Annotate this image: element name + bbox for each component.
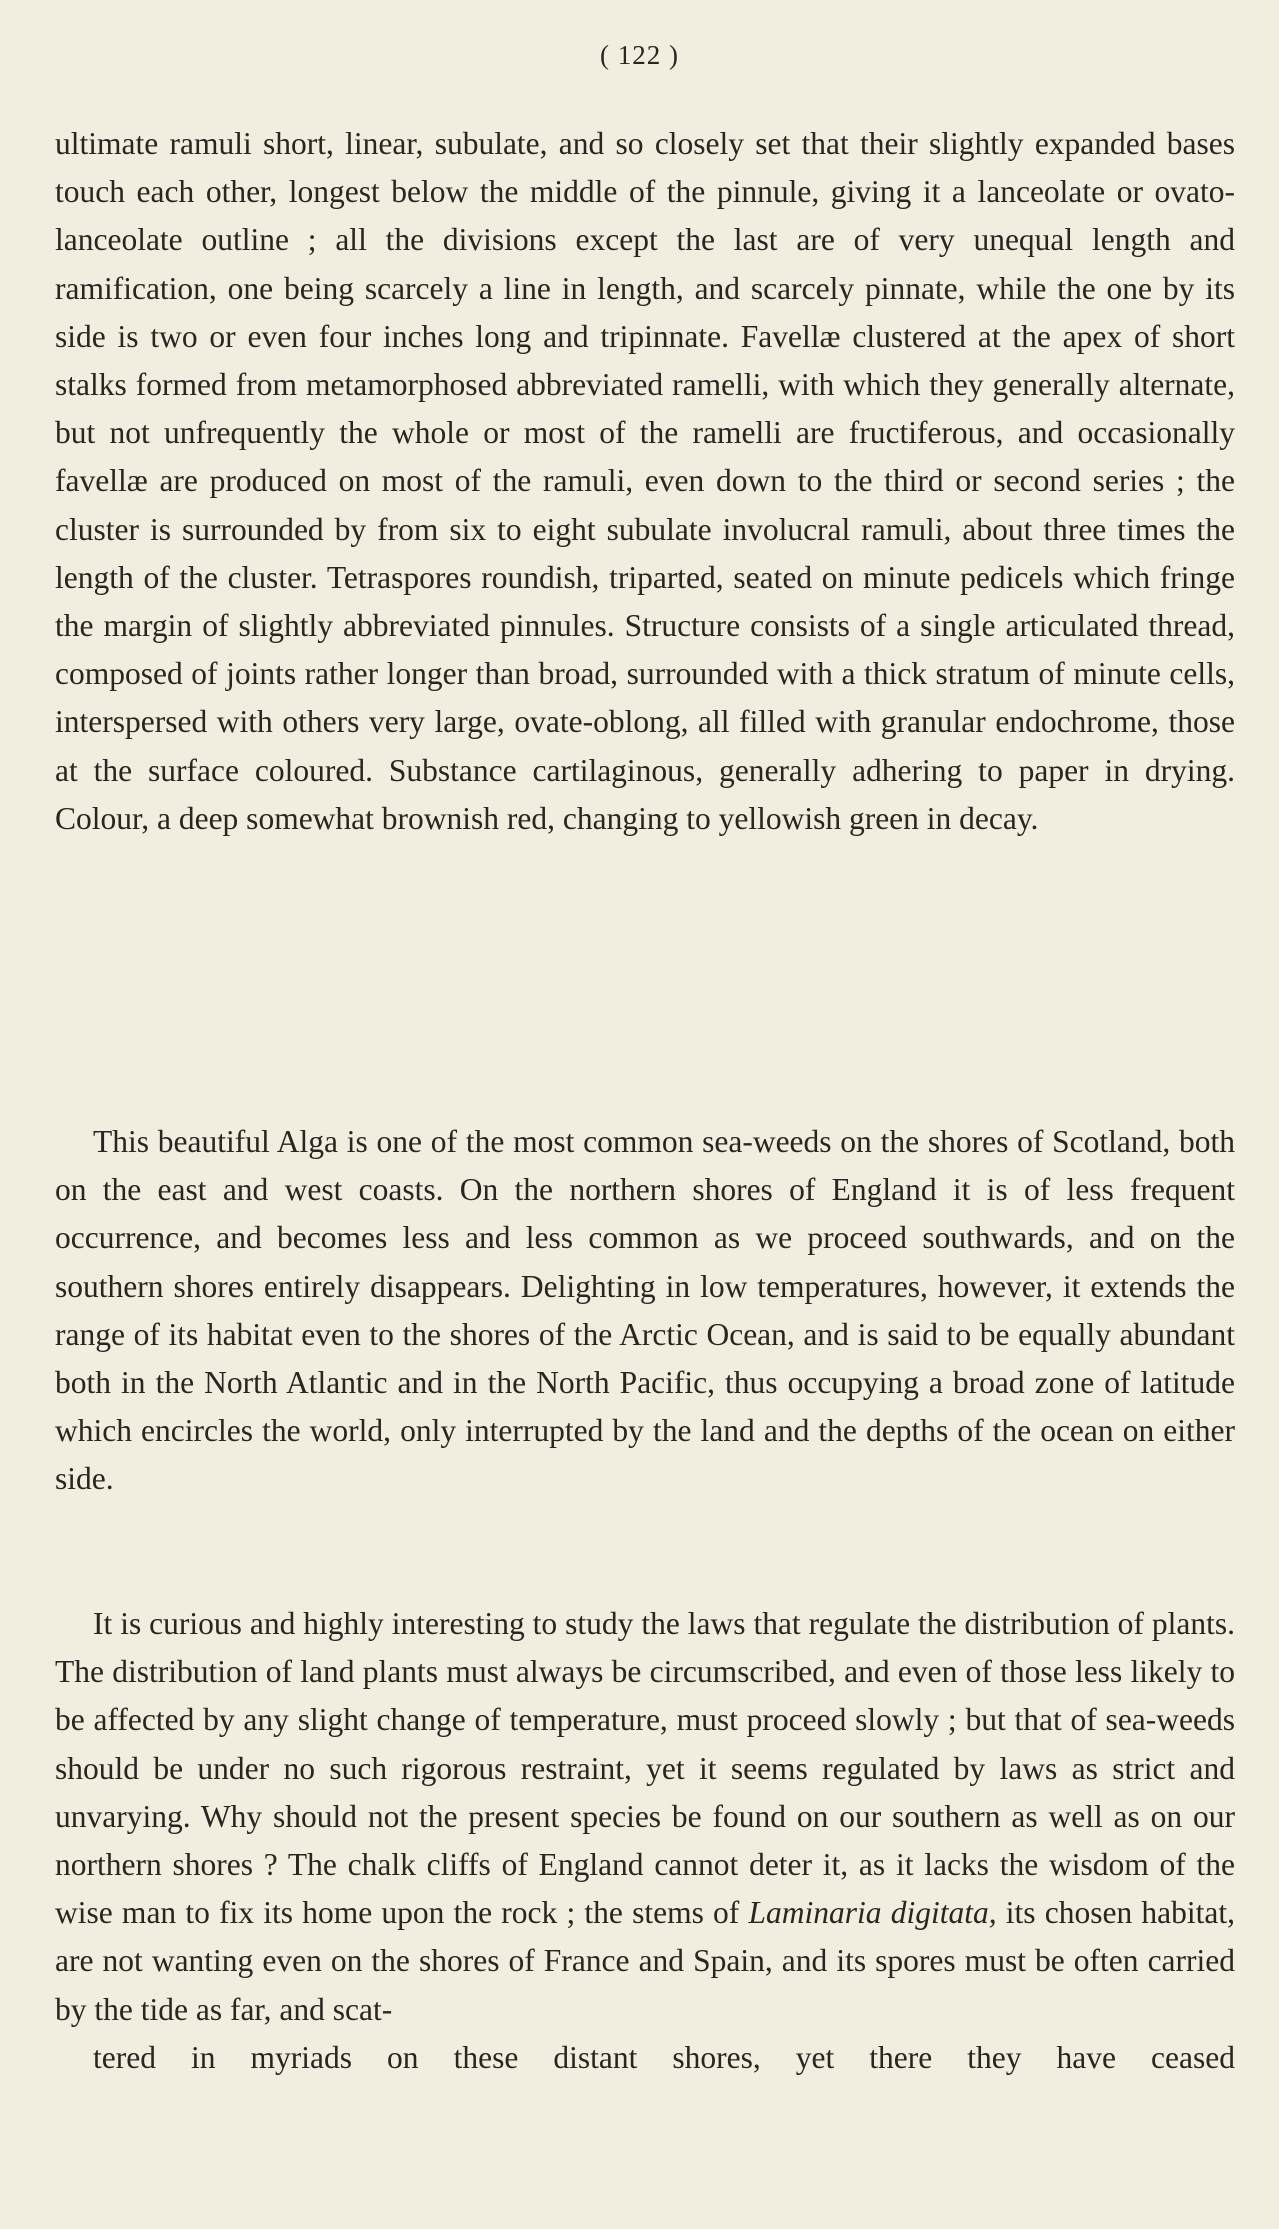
species-name-italic: Laminaria digitata, [748, 1895, 997, 1931]
page-number: ( 122 ) [600, 40, 679, 70]
paragraph-laws-of-distribution [55, 1600, 1235, 2082]
paragraph-text: its chosen habitat, are not wanting even on the shores of France and Spain, and its spores must be often carried by the tide as far, and scat- [55, 1895, 1235, 2027]
paragraph-final-line: tered in myriads on these distant shores, yet there they have ceased [93, 2039, 1235, 2075]
paragraph-text: It is curious and highly interesting to study the laws that regulate the distribution of plants. The distribution of land plants must always be circumscribed, and even of those less likely to be affected by any slight change of temperature, must proceed slowly ; but that of sea-weeds should be under no such rigorous restraint, yet it seems regulated by laws as strict and unvarying. Why should not the present species be found on our southern as well as on our northern shores ? The chalk cliffs of England cannot deter it, as it lacks the wisdom of the wise man to fix its home upon the rock ; the stems of [55, 1606, 1235, 1931]
paragraph-distribution: This beautiful Alga is one of the most common sea-weeds on the shores of Scotland, both on the east and west coasts. On the northern shores of England it is of less frequent occurrence, and becomes less and less common as we proceed southwards, and on the southern shores entirely disappears. Delighting in low temperatures, however, it extends the range of its habitat even to the shores of the Arctic Ocean, and is said to be equally abundant both in the North Atlantic and in the North Pacific, thus occupying a broad zone of latitude which encircles the world, only interrupted by the land and the depths of the ocean on either side. [55, 1124, 1235, 1497]
paragraph-description: ultimate ramuli short, linear, subulate, and so closely set that their slightly expanded bases touch each other, longest below the middle of the pinnule, giving it a lanceolate or ovato-lanceolate outline ; all the divisions except the last are of very unequal length and ramification, one being scarcely a line in length, and scarcely pinnate, while the one by its side is two or even four inches long and tripinnate. Favellæ clustered at the apex of short stalks formed from metamorphosed abbreviated ramelli, with which they generally alternate, but not unfrequently the whole or most of the ramelli are fructiferous, and occasionally favellæ are produced on most of the ramuli, even down to the third or second series ; the cluster is surrounded by from six to eight subulate involucral ramuli, about three times the length of the cluster. Tetraspores roundish, triparted, seated on minute pedicels which fringe the margin of slightly abbreviated pinnules. Structure consists of a single articulated thread, composed of joints rather longer than broad, surrounded with a thick stratum of minute cells, interspersed with others very large, ovate-oblong, all filled with granular endochrome, those at the surface coloured. Substance cartilaginous, generally adhering to paper in drying. Colour, a deep somewhat brownish red, changing to yellowish green in decay. [55, 126, 1235, 836]
